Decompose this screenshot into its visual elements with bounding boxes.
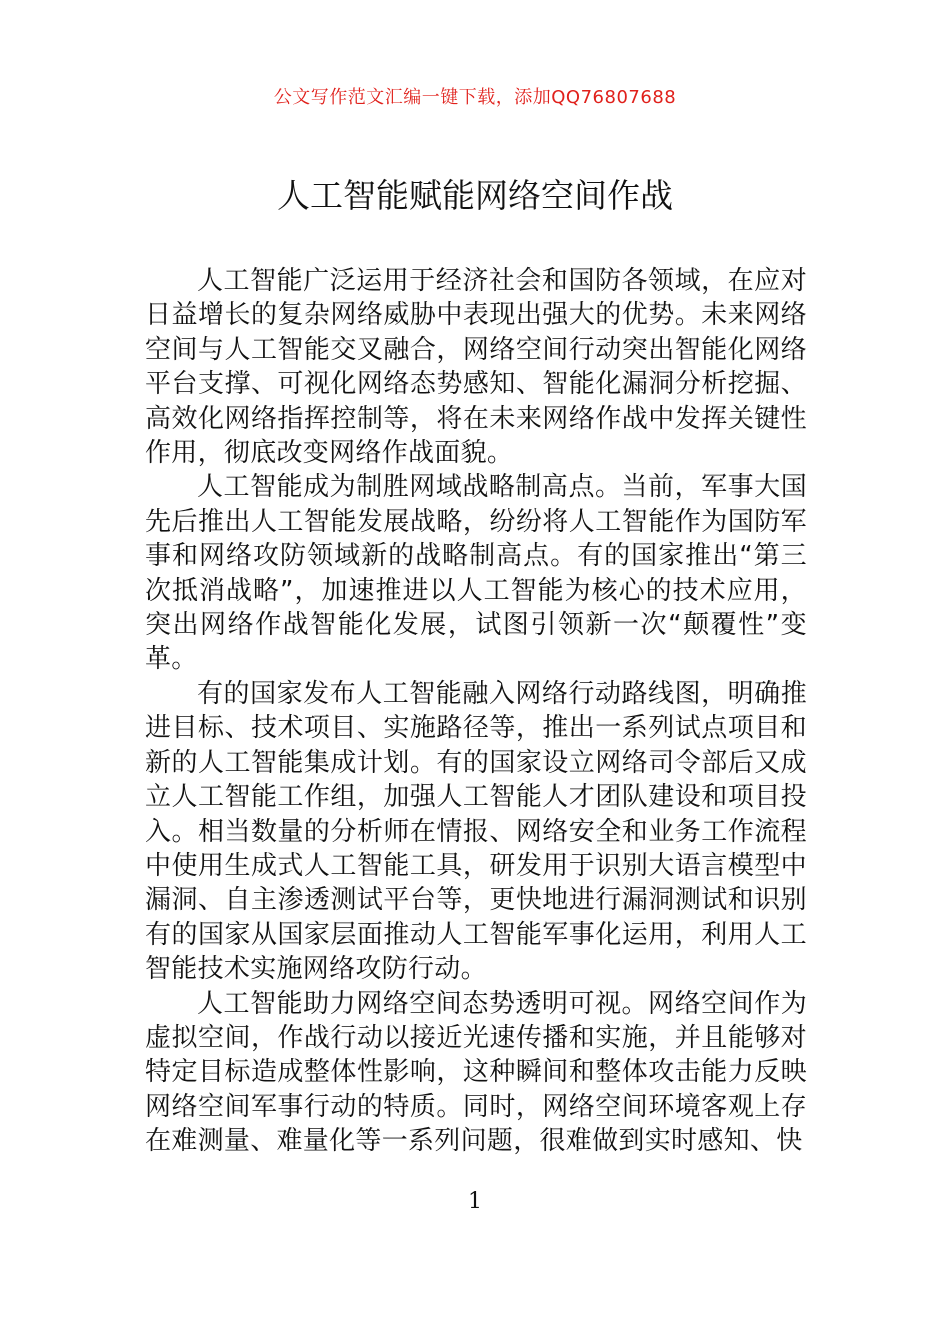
paragraph-4: 人工智能助力网络空间态势透明可视。网络空间作为虚拟空间，作战行动以接近光速传播和实施，并且能够对特定目标造成整体性影响，这种瞬间和整体攻击能力反映网络空间军事行动的特质。同时，网络空间环境客观上存在难测量、难量化等一系列问题，很难做到实时感知、快 — [145, 988, 807, 1157]
document-body — [145, 264, 807, 1159]
paragraph-2: 人工智能成为制胜网域战略制高点。当前，军事大国先后推出人工智能发展战略，纷纷将人工智能作为国防军事和网络攻防领域新的战略制高点。有的国家推出“第三次抵消战略”，加速推进以人工智能为核心的技术应用，突出网络作战智能化发展，试图引领新一次“颠覆性”变革。 — [145, 472, 807, 675]
header-promo-note: 公文写作范文汇编一键下载，添加QQ76807688 — [273, 87, 677, 108]
page-number: 1 — [468, 1189, 482, 1214]
paragraph-3: 有的国家发布人工智能融入网络行动路线图，明确推进目标、技术项目、实施路径等，推出一系列试点项目和新的人工智能集成计划。有的国家设立网络司令部后又成立人工智能工作组，加强人工智能人才团队建设和项目投入。相当数量的分析师在情报、网络安全和业务工作流程中使用生成式人工智能工具，研发用于识别大语言模型中漏洞、自主渗透测试平台等，更快地进行漏洞测试和识别有的国家从国家层面推动人工智能军事化运用，利用人工智能技术实施网络攻防行动。 — [145, 678, 807, 985]
paragraph-1: 人工智能广泛运用于经济社会和国防各领域，在应对日益增长的复杂网络威胁中表现出强大的优势。未来网络空间与人工智能交叉融合，网络空间行动突出智能化网络平台支撑、可视化网络态势感知、智能化漏洞分析挖掘、高效化网络指挥控制等，将在未来网络作战中发挥关键性作用，彻底改变网络作战面貌。 — [145, 266, 807, 469]
document-title: 人工智能赋能网络空间作战 — [277, 176, 673, 215]
